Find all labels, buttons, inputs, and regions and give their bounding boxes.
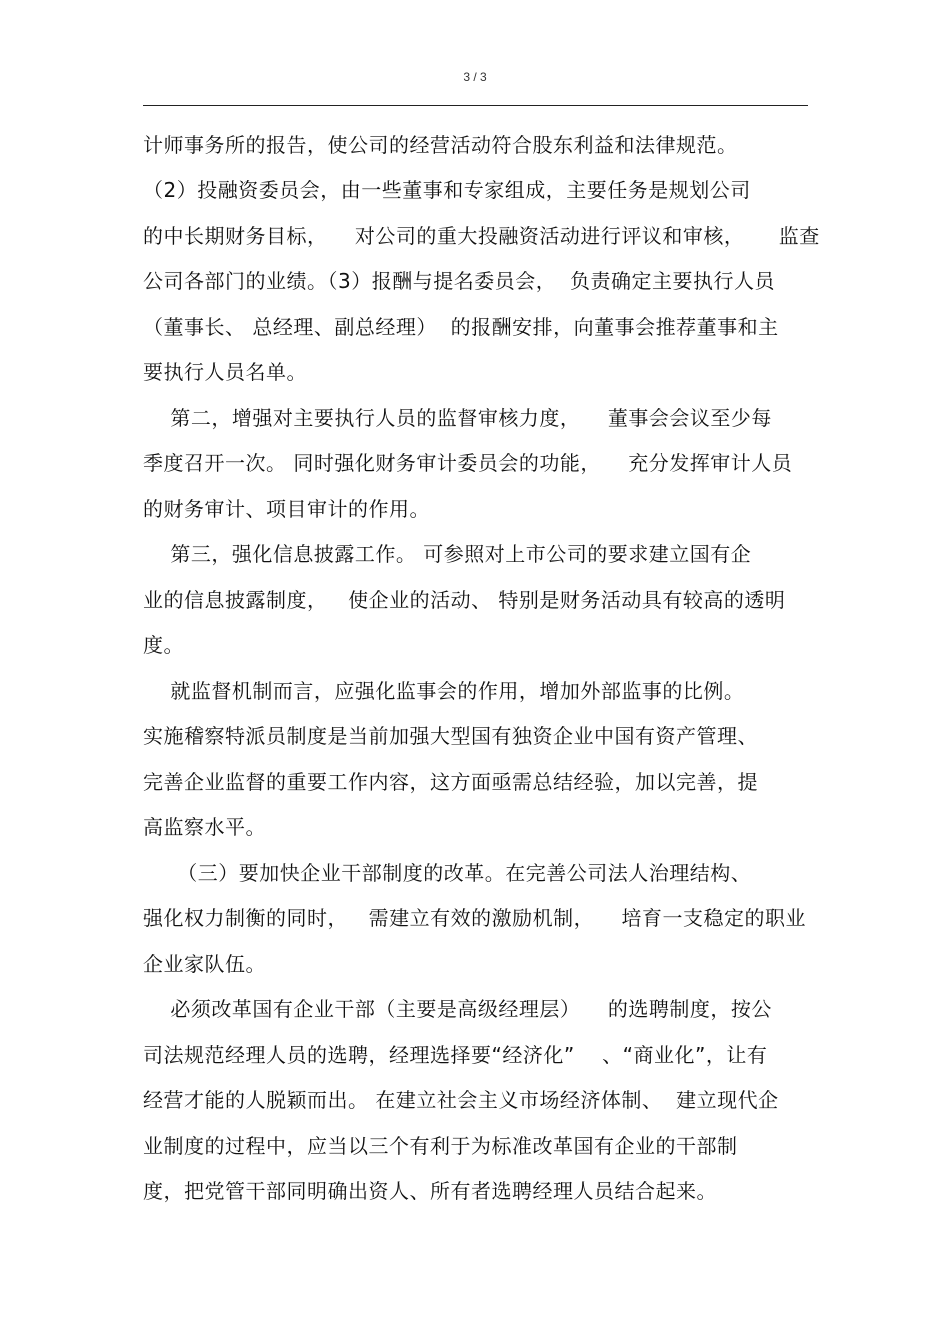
text-line: 业的信息披露制度， 使企业的活动、 特别是财务活动具有较高的透明 bbox=[143, 588, 786, 612]
text-line: 第二，增强对主要执行人员的监督审核力度， 董事会会议至少每 bbox=[143, 406, 772, 430]
text-line: 强化权力制衡的同时， 需建立有效的激励机制， 培育一支稳定的职业 bbox=[143, 906, 807, 930]
text-line: 必须改革国有企业干部（主要是高级经理层） 的选聘制度，按公 bbox=[143, 997, 772, 1021]
text-line: 企业家队伍。 bbox=[143, 952, 266, 976]
text-line: 季度召开一次。 同时强化财务审计委员会的功能， 充分发挥审计人员 bbox=[143, 451, 793, 475]
page-number: 3 / 3 bbox=[463, 70, 487, 84]
text-line: 高监察水平。 bbox=[143, 815, 266, 839]
text-line: 度，把党管干部同明确出资人、所有者选聘经理人员结合起来。 bbox=[143, 1179, 717, 1203]
text-line: 经营才能的人脱颖而出。 在建立社会主义市场经济体制、 建立现代企 bbox=[143, 1088, 779, 1112]
text-line: 业制度的过程中，应当以三个有利于为标准改革国有企业的干部制 bbox=[143, 1134, 738, 1158]
header-rule bbox=[143, 105, 808, 106]
text-line: 的中长期财务目标， 对公司的重大投融资活动进行评议和审核， 监查 bbox=[143, 224, 820, 248]
text-line: 度。 bbox=[143, 633, 184, 657]
text-line: 要执行人员名单。 bbox=[143, 360, 307, 384]
text-line: 第三，强化信息披露工作。 可参照对上市公司的要求建立国有企 bbox=[143, 542, 752, 566]
text-line: 司法规范经理人员的选聘，经理选择要“经济化” 、“商业化”，让有 bbox=[143, 1043, 768, 1067]
text-line: 的财务审计、项目审计的作用。 bbox=[143, 497, 430, 521]
text-line: 就监督机制而言，应强化监事会的作用，增加外部监事的比例。 bbox=[143, 679, 745, 703]
text-line: 计师事务所的报告，使公司的经营活动符合股东利益和法律规范。 bbox=[143, 133, 738, 157]
text-line: 实施稽察特派员制度是当前加强大型国有独资企业中国有资产管理、 bbox=[143, 724, 758, 748]
text-line: （董事长、 总经理、副总经理） 的报酬安排，向董事会推荐董事和主 bbox=[143, 315, 779, 339]
text-line: （2）投融资委员会，由一些董事和专家组成，主要任务是规划公司 bbox=[143, 178, 751, 202]
text-line: （三）要加快企业干部制度的改革。在完善公司法人治理结构、 bbox=[143, 861, 752, 885]
text-line: 公司各部门的业绩。（3）报酬与提名委员会， 负责确定主要执行人员 bbox=[143, 269, 775, 293]
text-line: 完善企业监督的重要工作内容，这方面亟需总结经验，加以完善，提 bbox=[143, 770, 758, 794]
